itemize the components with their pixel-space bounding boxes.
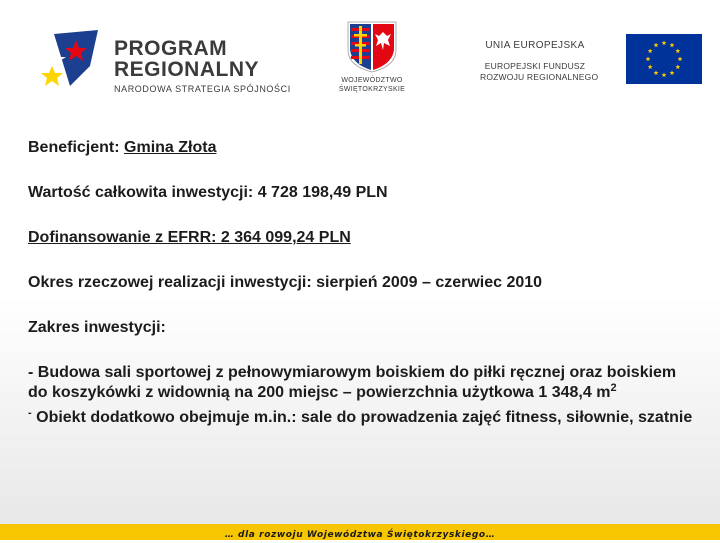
program-logo-line2: REGIONALNY [114,58,260,81]
eu-title: UNIA EUROPEJSKA [485,40,585,51]
project-details [28,138,698,428]
eu-logo-text [480,40,599,83]
eu-fund-line2: ROZWOJU REGIONALNEGO [480,72,599,82]
coat-of-arms-icon [332,20,412,74]
program-regionalny-logo [40,26,310,98]
eu-fund-text [480,61,599,83]
stars-emblem-icon [40,26,110,96]
program-logo-line1: PROGRAM [114,37,228,60]
scope-item-2-text: Obiekt dodatkowo obejmuje m.in.: sale do prowadzenia zajęć fitness, siłownie, szatnie [31,409,693,426]
total-value-line: Wartość całkowita inwestycji: 4 728 198,49 PLN [28,184,388,201]
scope-item-1-sup: 2 [610,382,617,394]
footer-bar [0,524,720,540]
realization-period-line: Okres rzeczowej realizacji inwestycji: sierpień 2009 – czerwiec 2010 [28,274,543,291]
funding-line: Dofinansowanie z EFRR: 2 364 099,24 PLN [28,229,351,246]
scope-item-1 [28,363,698,403]
swietokrzyskie-logo [332,20,412,102]
program-logo-text [114,38,291,94]
scope-label: Zakres inwestycji: [28,319,166,336]
eu-logo [480,30,690,100]
beneficiary-line [28,138,698,158]
region-logo-line2: ŚWIĘTOKRZYSKIE [338,86,406,93]
program-logo-line3: NARODOWA STRATEGIA SPÓJNOŚCI [114,84,291,94]
region-logo-line1: WOJEWÓDZTWO [341,77,403,84]
footer-slogan: … dla rozwoju Województwa Świętokrzyskiego… [224,530,496,540]
beneficiary-label: Beneficjent: [28,139,125,156]
scope-item-1-text: - Budowa sali sportowej z pełnowymiarowym boiskiem do piłki ręcznej oraz boiskiem do koszykówki z widownią na 200 miejsc – powierzchnia użytkowa 1 348,4 m [28,364,677,401]
eu-fund-line1: EUROPEJSKI FUNDUSZ [484,61,586,71]
eu-flag-icon [626,34,702,84]
logo-header [14,12,704,110]
scope-item-2 [28,403,698,428]
region-logo-text [332,76,412,94]
scope-item-2-bullet: - [28,407,32,419]
beneficiary-value: Gmina Złota [124,139,217,156]
